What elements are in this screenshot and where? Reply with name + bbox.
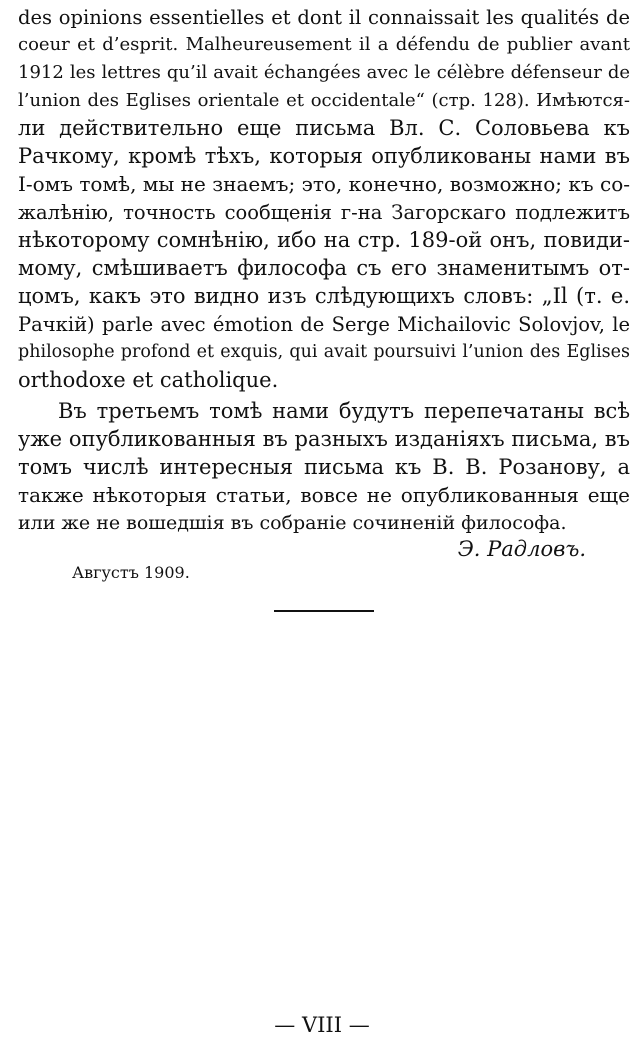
- text-line: l’union des Eglises orientale et occidentale“ (стр. 128). Имѣются-: [18, 90, 630, 111]
- date-line: Августъ 1909.: [72, 563, 190, 582]
- text-line: жалѣнію, точность сообщенія г-на Загорскаго подлежитъ: [18, 201, 630, 224]
- text-line: томъ числѣ интересныя письма къ В. В. Розанову, а: [18, 455, 630, 479]
- text-line: philosophe profond et exquis, qui avait poursuivi l’union des Eglises: [18, 342, 630, 362]
- text-line: I-омъ томѣ, мы не знаемъ; это, конечно, возможно; къ со-: [18, 172, 630, 196]
- section-divider: [274, 610, 374, 612]
- text-line: или же не вошедшія въ собраніе сочиненій философа.: [18, 512, 567, 534]
- page-number: — VIII —: [274, 1013, 370, 1037]
- text-line: Рачкому, кромѣ тѣхъ, которыя опубликованы нами въ: [18, 144, 630, 168]
- text-line: orthodoxe et catholique.: [18, 368, 279, 392]
- text-line: цомъ, какъ это видно изъ слѣдующихъ словъ: „Il (т. е.: [18, 284, 630, 308]
- text-line: coeur et d’esprit. Malheureusement il a défendu de publier avant: [18, 34, 630, 55]
- text-line: также нѣкоторыя статьи, вовсе не опубликованныя еще: [18, 483, 630, 507]
- text-line: des opinions essentielles et dont il connaissait les qualités de: [18, 6, 630, 29]
- text-line: ли действительно еще письма Вл. С. Соловьева къ: [18, 116, 630, 140]
- text-line: Въ третьемъ томѣ нами будутъ перепечатаны всѣ: [58, 399, 630, 423]
- text-line: уже опубликованныя въ разныхъ изданіяхъ письма, въ: [18, 427, 630, 451]
- text-line: 1912 les lettres qu’il avait échangées avec le célèbre défenseur de: [18, 62, 630, 83]
- text-line: Рачкій) parle avec émotion de Serge Michailovic Solovjov, le: [18, 313, 630, 336]
- text-line: нѣкоторому сомнѣнію, ибо на стр. 189-ой онъ, повиди-: [18, 228, 630, 252]
- author-signature: Э. Радловъ.: [457, 537, 586, 561]
- text-line: мому, смѣшиваетъ философа съ его знаменитымъ от-: [18, 256, 630, 280]
